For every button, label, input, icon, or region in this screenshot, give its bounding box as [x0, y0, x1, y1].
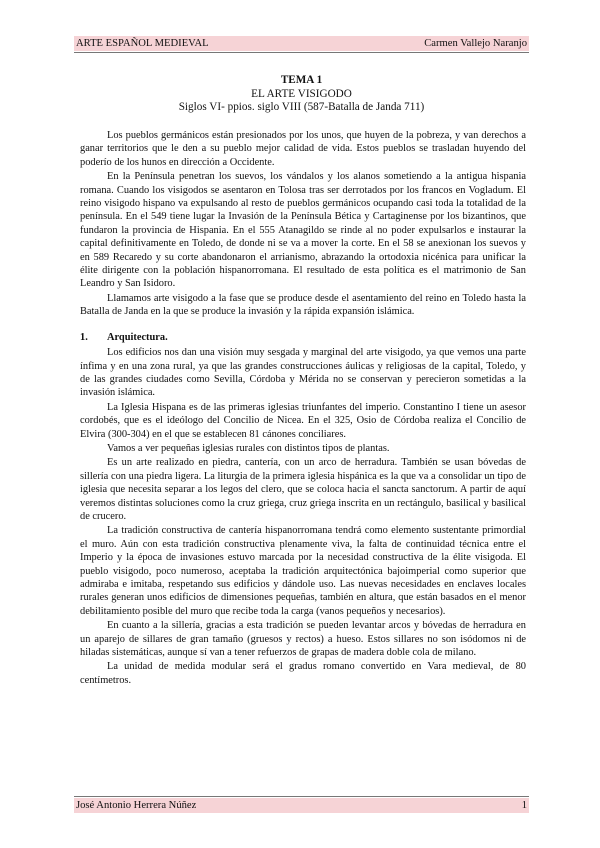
document-title-block	[74, 74, 529, 115]
footer-rule	[74, 796, 529, 797]
page-header	[74, 36, 529, 51]
topic-title: EL ARTE VISIGODO	[251, 87, 352, 100]
section-title: Arquitectura.	[107, 331, 168, 343]
intro-paragraph: En la Península penetran los suevos, los vándalos y los alanos sometiendo a la antigua hispania romana. Cuando los visigodos se asentaron en Tolosa tras ser derrotados por los francos en Vogladum. El reino visigodo hispano va expulsando al resto de pueblos germánicos ocupando casi toda la totalidad de la península. En el 549 tiene lugar la Invasión de la Península Bética y Cartaginense por los bizantinos, que fundaron la provincia de Hispania. En el 555 Atanagildo se rinde al no poder expulsarlos e instaurar la capital definitivamente en Toledo, de donde ni se va a mover la corte. En el 58 se anexionan los suevos y en 589 Recaredo y su corte abandonaron el arrianismo, abrazando la ortodoxia nicénica para unificar la élite dirigente con la población hispanorromana. El resultado de esta política es el matrimonio de San Leandro y San Isidoro.	[80, 171, 526, 290]
page-footer	[74, 798, 529, 813]
intro-paragraph: Los pueblos germánicos están presionados por los unos, que huyen de la pobreza, y van derechos a ganar territorios que le den a su pueblo mejor calidad de vida. Estos pueblos se trasladan huyendo del poderío de los hunos en dirección a Occidente.	[80, 130, 526, 168]
section-heading	[80, 331, 526, 344]
header-course-title: ARTE ESPAÑOL MEDIEVAL	[76, 38, 209, 49]
section-paragraph: Es un arte realizado en piedra, cantería, con un arco de herradura. También se usan bóvedas de sillería con una piedra ligera. La liturgia de la primera iglesia hispánica es la que va a consolidar un tipo de iglesia que necesita separar a los legos del clero, que se coloca hacia el sancta sanctorum. A partir de aquí veremos distintas soluciones como la cruz griega, cruz griega inscrita en un rectángulo, basilical y basilical de crucero.	[80, 457, 526, 522]
section-paragraph: En cuanto a la sillería, gracias a esta tradición se pueden levantar arcos y bóvedas de herradura en un aparejo de sillares de gran tamaño (gruesos y rectos) a hueso. Estos sillares no son isódomos ni de hiladas sistemáticas, aunque sí van a tener refuerzos de grapas de madera doble cola de milano.	[80, 620, 526, 659]
page-number: 1	[521, 800, 527, 811]
document-body	[80, 129, 526, 688]
topic-number: TEMA 1	[280, 74, 323, 86]
section-paragraph: La tradición constructiva de cantería hispanorromana tendrá como elemento sustentante primordial el muro. Aún con esta tradición constructiva plenamente viva, la falta de continuidad técnica entre el Imperio y la época de invasiones estuvo marcada por la necesidad constructiva de la élite visigoda. El pueblo visigodo, poco numeroso, aceptaba la tradición arquitectónica bajoimperial como superior que admiraba e imitaba, respetando sus edificios y dándole uso. Las nuevas necesidades en enclaves locales rurales generan unos edificios de dimensiones pequeñas, también en altura, que están basados en el menor debilitamiento posible del muro que recibe toda la carga (vanos pequeños y necesarios).	[80, 525, 526, 617]
section-paragraph: La Iglesia Hispana es de las primeras iglesias triunfantes del imperio. Constantino I tiene un asesor cordobés, que es el ideólogo del Concilio de Nicea. En el 325, Osio de Córdoba realiza el Concilio de Elvira (300-304) en el que se establecen 81 cánones conciliares.	[80, 401, 526, 440]
section-paragraph: La unidad de medida modular será el gradus romano convertido en Vara medieval, de 80 centímetros.	[80, 661, 526, 686]
section-paragraph: Los edificios nos dan una visión muy sesgada y marginal del arte visigodo, ya que vemos una parte ínfima y en una zona rural, ya que las grandes construcciones áulicas y religiosas de la capital, Toledo, y de las grandes ciudades como Sevilla, Córdoba y Mérida no se conservan y perecieron sometidas a la invasión islámica.	[80, 347, 526, 399]
header-rule	[74, 52, 529, 53]
header-author: Carmen Vallejo Naranjo	[424, 38, 527, 49]
topic-period: Siglos VI- ppios. siglo VIII (587-Batalla de Janda 711)	[178, 101, 425, 114]
footer-author: José Antonio Herrera Núñez	[76, 800, 197, 811]
intro-paragraph: Llamamos arte visigodo a la fase que se produce desde el asentamiento del reino en Toledo hasta la Batalla de Janda en la que se produce la invasión y la rápida expansión islámica.	[80, 292, 526, 318]
section-paragraph: Vamos a ver pequeñas iglesias rurales con distintos tipos de plantas.	[107, 442, 390, 454]
section-number: 1.	[80, 331, 88, 343]
